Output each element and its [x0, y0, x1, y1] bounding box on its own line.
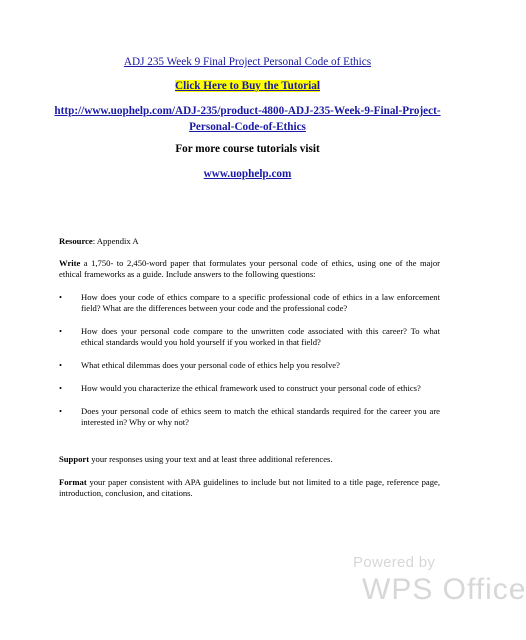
resource-text: : Appendix A	[92, 236, 139, 246]
resource-paragraph	[59, 236, 440, 247]
format-text: your paper consistent with APA guidelines to include but not limited to a title page, reference page, introduction, conclusion, and citations.	[59, 477, 440, 498]
list-item	[59, 292, 440, 314]
support-text: your responses using your text and at least three additional references.	[89, 454, 333, 464]
bullet-icon: •	[59, 360, 63, 370]
list-item	[59, 326, 440, 348]
support-paragraph	[59, 454, 440, 465]
buy-tutorial-link[interactable]	[0, 80, 495, 92]
more-tutorials-text: For more course tutorials visit	[175, 143, 320, 155]
bullet-icon: •	[59, 326, 63, 336]
question-text: How does your code of ethics compare to a specific professional code of ethics in a law enforcement field? What are the differences between your code and the professional code?	[81, 292, 440, 313]
list-item	[59, 406, 440, 428]
list-item	[59, 360, 440, 371]
question-text: What ethical dilemmas does your personal code of ethics help you resolve?	[81, 360, 340, 370]
write-text: a 1,750- to 2,450-word paper that formulates your personal code of ethics, using one of the major ethical frameworks as a guide. Include answers to the following questions:	[59, 258, 440, 279]
format-label: Format	[59, 477, 87, 487]
resource-label: Resource	[59, 236, 93, 246]
question-text: Does your personal code of ethics seem to match the ethical standards required for the career you are interested in? Why or why not?	[81, 406, 440, 427]
watermark-powered-by: Powered by	[353, 554, 436, 571]
product-url-link[interactable]: http://www.uophelp.com/ADJ-235/product-4800-ADJ-235-Week-9-Final-Project-Personal-Code-of-Ethics	[54, 105, 441, 133]
question-list	[59, 292, 440, 440]
format-paragraph	[59, 477, 440, 499]
question-text: How does your personal code compare to the unwritten code associated with this career? To what ethical standards would you hold yourself if you worked in that field?	[81, 326, 440, 347]
watermark-brand-logo: WPS Office	[362, 573, 526, 606]
list-item	[59, 383, 440, 394]
write-label: Write	[59, 258, 81, 268]
bullet-icon: •	[59, 383, 63, 393]
bullet-icon: •	[59, 406, 63, 416]
support-label: Support	[59, 454, 90, 464]
document-title-link[interactable]: ADJ 235 Week 9 Final Project Personal Code of Ethics	[123, 56, 372, 68]
question-text: How would you characterize the ethical framework used to construct your personal code of ethics?	[81, 383, 421, 393]
write-paragraph	[59, 258, 440, 280]
buy-tutorial-label: Click Here to Buy the Tutorial	[175, 80, 320, 92]
bullet-icon: •	[59, 292, 63, 302]
site-url-link[interactable]: www.uophelp.com	[203, 168, 292, 180]
